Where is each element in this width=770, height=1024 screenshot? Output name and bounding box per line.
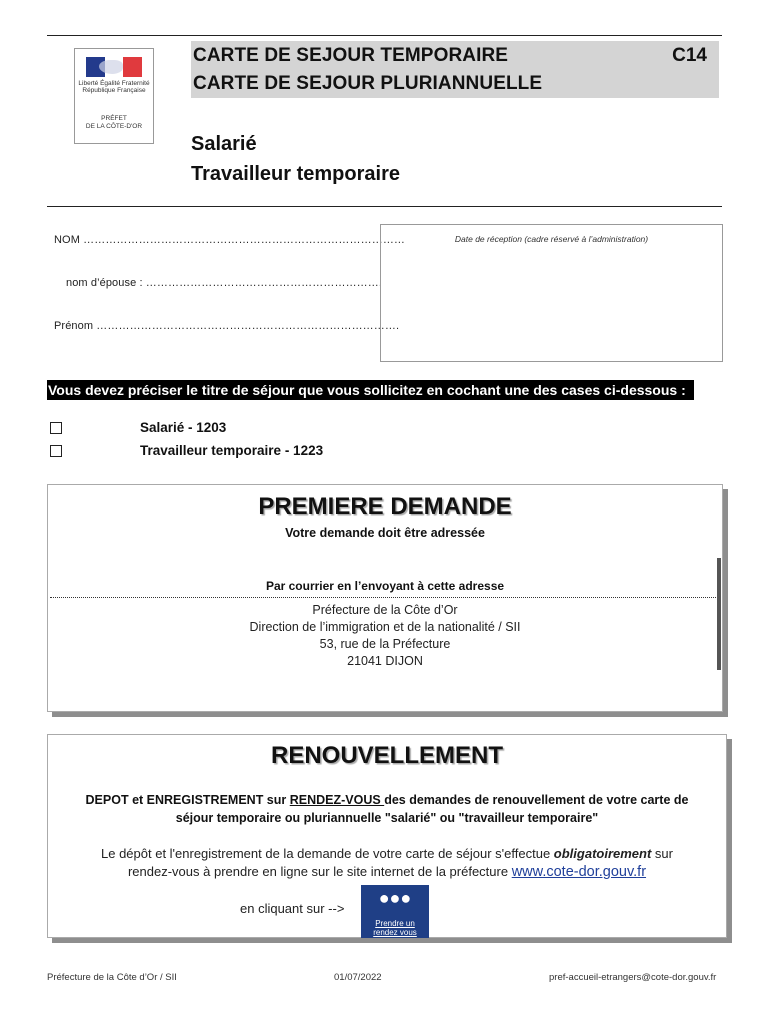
- title-band: [191, 41, 719, 98]
- click-label: en cliquant sur -->: [240, 901, 345, 916]
- premiere-demande-box: [47, 484, 723, 712]
- subtitle-salarie: Salarié: [191, 133, 257, 155]
- obligation-line-1: [48, 846, 726, 861]
- address-line-1: Préfecture de la Côte d’Or: [312, 603, 458, 617]
- obligation-line-2: [48, 864, 726, 880]
- footer-email[interactable]: pref-accueil-etrangers@cote-dor.gouv.fr: [549, 972, 717, 983]
- depot-line-2: séjour temporaire ou pluriannuelle "salarié" ou "travailleur temporaire": [175, 811, 599, 825]
- title-temporaire: CARTE DE SEJOUR TEMPORAIRE: [193, 45, 509, 66]
- depot-text-a: DEPOT et ENREGISTREMENT sur: [85, 793, 290, 807]
- depot-line-1: [48, 793, 726, 807]
- address-line-4: 21041 DIJON: [347, 654, 423, 668]
- nom-field[interactable]: NOM ……………………………………………………………………………: [54, 234, 406, 246]
- prenom-field[interactable]: Prénom ……………………………………………………………………….: [54, 320, 400, 332]
- subtitle-travailleur: Travailleur temporaire: [191, 163, 400, 185]
- address-line-3: 53, rue de la Préfecture: [319, 637, 451, 651]
- footer-date: 01/07/2022: [334, 972, 382, 983]
- marianne-flag-icon: [86, 57, 142, 77]
- top-rule: [47, 35, 722, 36]
- instruction-banner: Vous devez préciser le titre de séjour que vous sollicitez en cochant une des cases ci-dessous :: [47, 380, 694, 400]
- nom-epouse-field[interactable]: nom d’épouse : ……………………………………………………….: [66, 277, 383, 289]
- obligation-text-line2: rendez-vous à prendre en ligne sur le site internet de la préfecture: [127, 864, 512, 879]
- button-label: [361, 919, 429, 937]
- address-line-2: Direction de l’immigration et de la nationalité / SII: [249, 620, 521, 634]
- title-pluriannuelle: CARTE DE SEJOUR PLURIANNUELLE: [193, 73, 543, 94]
- obligation-text-a: Le dépôt et l'enregistrement de la demande de votre carte de séjour s'effectue: [101, 846, 554, 861]
- option-salarie-label: Salarié - 1203: [140, 420, 227, 435]
- rendez-vous-link[interactable]: RENDEZ-VOUS: [289, 793, 385, 807]
- renouvellement-title: RENOUVELLEMENT: [270, 742, 503, 769]
- checkbox-travailleur[interactable]: [50, 445, 62, 457]
- obligation-text-b: sur: [651, 846, 673, 861]
- prefecture-url-link[interactable]: www.cote-dor.gouv.fr: [511, 864, 647, 880]
- premiere-subtitle: Votre demande doit être adressée: [285, 526, 485, 540]
- form-code: C14: [672, 45, 707, 66]
- button-label-line2: rendez vous: [373, 928, 417, 937]
- prefecture-logo: [74, 48, 154, 144]
- logo-motto: Liberté Égalité Fraternité: [78, 80, 150, 87]
- people-group-icon: ●●●: [378, 888, 412, 908]
- obligation-emphasis: obligatoirement: [553, 846, 652, 861]
- logo-prefet: PRÉFET: [101, 115, 127, 122]
- button-label-line1: Prendre un: [375, 919, 415, 928]
- premiere-demande-title: PREMIERE DEMANDE: [258, 493, 512, 520]
- logo-republic: République Française: [82, 87, 146, 94]
- checkbox-salarie[interactable]: [50, 422, 62, 434]
- prendre-rendez-vous-button[interactable]: [361, 885, 429, 938]
- courrier-label: Par courrier en l’envoyant à cette adresse: [265, 579, 505, 593]
- dotted-separator: [50, 597, 720, 598]
- option-travailleur-label: Travailleur temporaire - 1223: [140, 443, 324, 458]
- logo-department: DE LA CÔTE-D'OR: [85, 123, 143, 130]
- header-rule: [47, 206, 722, 207]
- depot-text-b: des demandes de renouvellement de votre carte de: [384, 793, 689, 807]
- date-reception-box: [380, 224, 723, 362]
- footer-left: Préfecture de la Côte d’Or / SII: [47, 972, 177, 983]
- date-reception-label: Date de réception (cadre réservé à l’administration): [454, 234, 649, 244]
- box-scrollbar[interactable]: [717, 558, 721, 670]
